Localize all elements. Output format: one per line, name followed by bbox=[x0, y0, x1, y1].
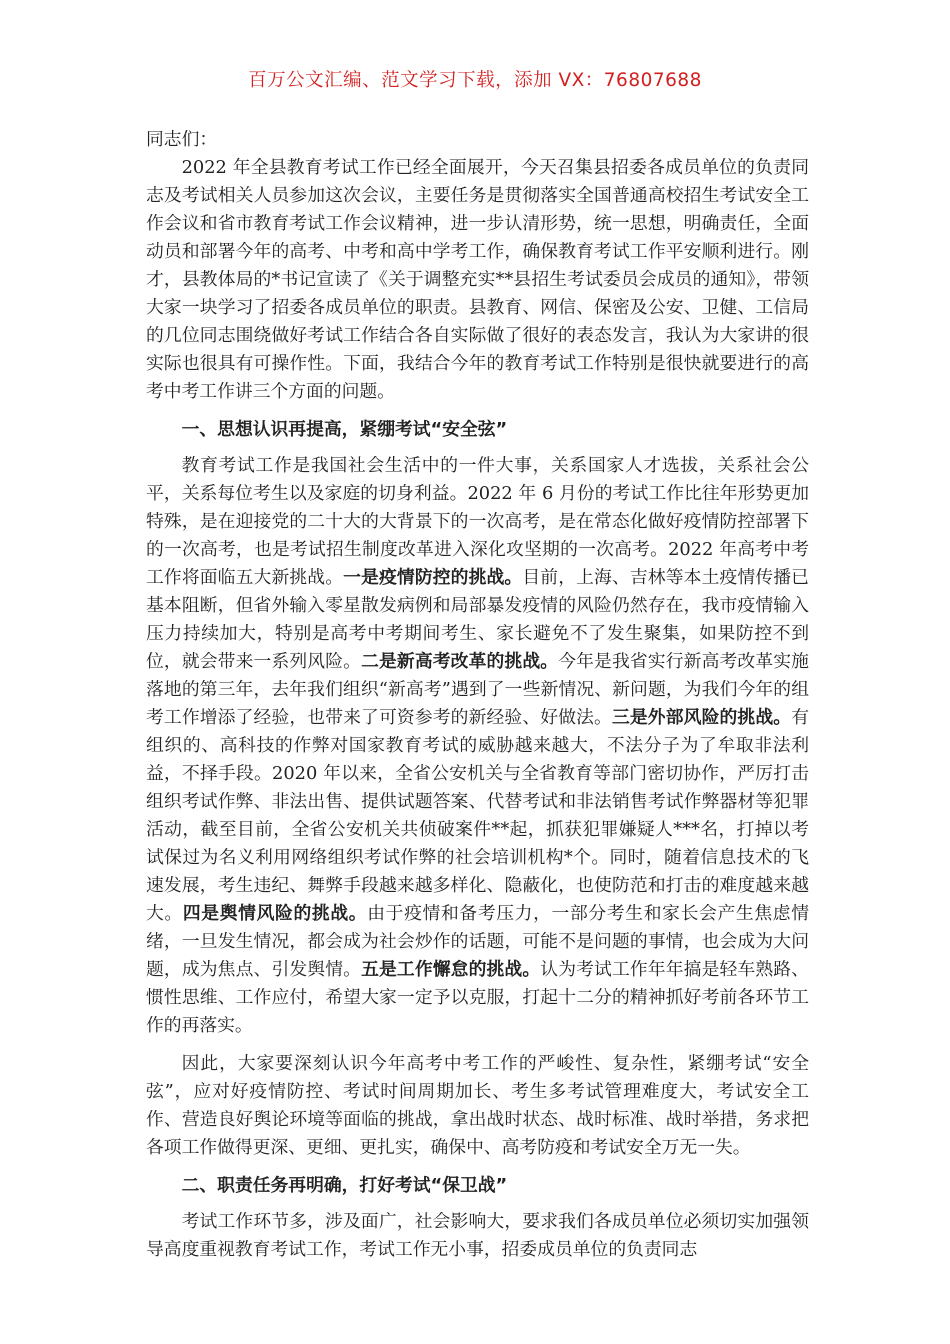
challenge-2-title: 二是新高考改革的挑战。 bbox=[361, 651, 559, 672]
challenge-4-title: 四是舆情风险的挑战。 bbox=[182, 903, 368, 924]
section-1-paragraph-1 bbox=[146, 452, 809, 1040]
challenge-3-title: 三是外部风险的挑战。 bbox=[611, 707, 792, 728]
document-body bbox=[146, 126, 809, 1264]
section-1-text-d: 今年是我省实行新高考改革实施落地的第三年，去年我们组织“新高考”遇到了一些新情况、新问题，为我们今年的组考工作增添了经验，也带来了可资参考的新经验、好做法。 bbox=[146, 651, 809, 728]
section-1-text-e: 有组织的、高科技的作弊对国家教育考试的威胁越来越大，不法分子为了牟取非法利益，不择手段。2020 年以来，全省公安机关与全省教育等部门密切协作，严厉打击组织考试作弊、非法出售、提供试题答案、代替考试和非法销售考试作弊器材等犯罪活动，截至目前，全省公安机关共侦破案件**起，抓获犯罪嫌疑人***名，打掉以考试保过为名义利用网络组织考试作弊的社会培训机构*个。同时，随着信息技术的飞速发展，考生违纪、舞弊手段越来越多样化、隐蔽化，也使防范和打击的难度越来越大。 bbox=[146, 707, 809, 924]
section-2-heading: 二、职责任务再明确，打好考试“保卫战” bbox=[181, 1175, 508, 1196]
challenge-5-title: 五是工作懈怠的挑战。 bbox=[361, 959, 541, 980]
section-1-text-f: 由于疫情和备考压力，一部分考生和家长会产生焦虑情绪，一旦发生情况，都会成为社会炒作的话题，可能不是问题的事情，也会成为大问题，成为焦点、引发舆情。 bbox=[146, 903, 809, 980]
section-2-paragraph-1: 考试工作环节多，涉及面广，社会影响大，要求我们各成员单位必须切实加强领导高度重视教育考试工作，考试工作无小事，招委成员单位的负责同志 bbox=[146, 1211, 809, 1260]
challenge-1-title: 一是疫情防控的挑战。 bbox=[343, 567, 523, 588]
salutation: 同志们： bbox=[146, 129, 218, 150]
section-1-paragraph-2: 因此，大家要深刻认识今年高考中考工作的严峻性、复杂性，紧绷考试“安全弦”，应对好疫情防控、考试时间周期加长、考生多考试管理难度大，考试安全工作、营造良好舆论环境等面临的挑战，拿出战时状态、战时标准、战时举措，务求把各项工作做得更深、更细、更扎实，确保中、高考防疫和考试安全万无一失。 bbox=[146, 1053, 809, 1158]
intro-paragraph: 2022 年全县教育考试工作已经全面展开，今天召集县招委各成员单位的负责同志及考试相关人员参加这次会议，主要任务是贯彻落实全国普通高校招生考试安全工作会议和省市教育考试工作会议精神，进一步认清形势，统一思想，明确责任，全面动员和部署今年的高考、中考和高中学考工作，确保教育考试工作平安顺利进行。刚才，县教体局的*书记宣读了《关于调整充实**县招生考试委员会成员的通知》，带领大家一块学习了招委各成员单位的职责。县教育、网信、保密及公安、卫健、工信局的几位同志围绕做好考试工作结合各自实际做了很好的表态发言，我认为大家讲的很实际也很具有可操作性。下面，我结合今年的教育考试工作特别是很快就要进行的高考中考工作讲三个方面的问题。 bbox=[146, 157, 809, 402]
download-banner: 百万公文汇编、范文学习下载，添加 VX：76807688 bbox=[248, 70, 702, 91]
section-1-text-a: 教育考试工作是我国社会生活中的一件大事，关系国家人才选拔，关系社会公平，关系每位考生以及家庭的切身利益。2022 年 6 月份的考试工作比往年形势更加特殊，是在迎接党的二十大的大背景下的一次高考，是在常态化做好疫情防控部署下的一次高考，也是考试招生制度改革进入深化攻坚期的一次高考。2022 年高考中考工作将面临五大新挑战。 bbox=[146, 455, 809, 588]
section-1-text-c: 目前，上海、吉林等本土疫情传播已基本阻断，但省外输入零星散发病例和局部暴发疫情的风险仍然存在，我市疫情输入压力持续加大，特别是高考中考期间考生、家长避免不了发生聚集，如果防控不到位，就会带来一系列风险。 bbox=[146, 567, 809, 672]
section-1-text-g: 认为考试工作年年搞是轻车熟路、惯性思维、工作应付，希望大家一定予以克服，打起十二分的精神抓好考前各环节工作的再落实。 bbox=[146, 959, 809, 1036]
section-1-heading: 一、思想认识再提高，紧绷考试“安全弦” bbox=[181, 419, 508, 440]
